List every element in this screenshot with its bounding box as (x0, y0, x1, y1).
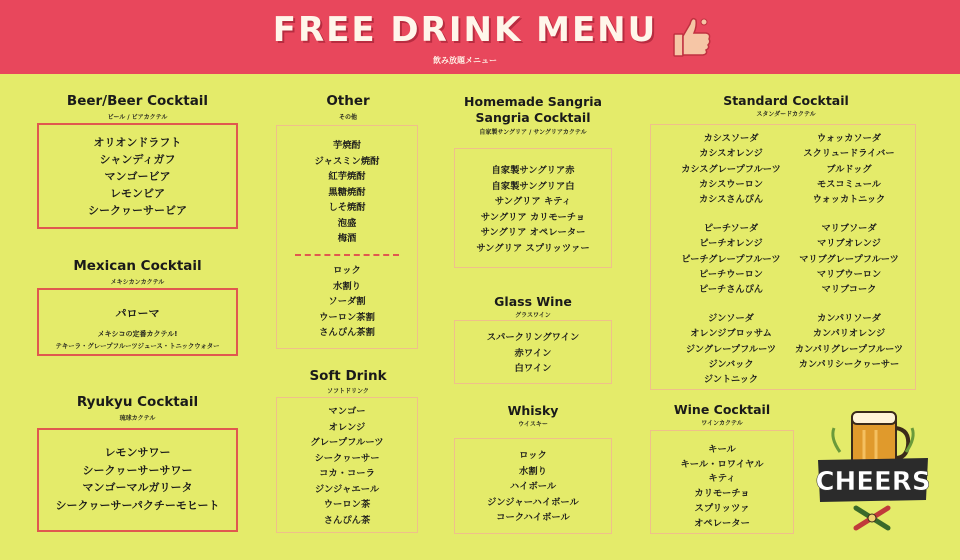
standard-group-campari (785, 311, 913, 372)
winecocktail-box (650, 430, 794, 534)
list-item: 紅芋焼酎 (328, 171, 366, 182)
sangria-box (454, 148, 612, 268)
list-item: さんぴん茶割 (319, 327, 375, 338)
mexican-desc-2: テキーラ・グレープフルーツジュース・トニックウォター (55, 342, 220, 350)
list-item: サングリア カリモーチョ (480, 211, 586, 223)
list-item: ピーチソーダ (703, 223, 759, 234)
list-item: ピーチさんぴん (699, 284, 763, 296)
list-item: スクリュードライバー (803, 148, 895, 160)
list-item: サングリア スプリッツァー (476, 242, 590, 254)
list-item: ジンジャーハイボール (487, 496, 579, 508)
list-item: ソーダ割 (328, 296, 366, 307)
page-subtitle: 飲み放題メニュー (433, 56, 497, 65)
list-item: カシスグレープフルーツ (681, 163, 781, 175)
list-item: コークハイボール (496, 512, 570, 523)
list-item: ロック (333, 265, 361, 276)
beer-box (37, 123, 238, 229)
standard-group-vodka (785, 131, 913, 207)
list-item: 自家製サングリア白 (491, 180, 575, 192)
ryukyu-list (39, 444, 236, 514)
list-item: カンパリソーダ (817, 313, 881, 324)
list-item: シャンディガフ (99, 153, 176, 166)
list-item: さんぴん茶 (323, 514, 371, 526)
list-item: カンパリオレンジ (812, 328, 886, 340)
whisky-subtitle: ウイスキー (518, 421, 548, 428)
list-item: しそ焼酎 (328, 202, 366, 213)
wine-box (454, 320, 612, 384)
list-item: カリモーチョ (694, 488, 750, 500)
list-item: 泡盛 (337, 217, 357, 229)
list-item: キール・ロワイヤル (680, 458, 764, 470)
sangria-title-2: Sangria Cocktail (475, 110, 591, 125)
list-item: カシスオレンジ (699, 148, 763, 160)
standard-subtitle: スタンダードカクテル (756, 111, 816, 118)
wine-title: Glass Wine (494, 294, 572, 309)
list-item: ジントニック (703, 374, 759, 386)
sangria-list (455, 163, 611, 256)
list-item: サングリア キティ (494, 196, 572, 207)
list-item: 梅酒 (337, 233, 357, 244)
list-item: ピーチオレンジ (699, 238, 763, 250)
ryukyu-title: Ryukyu Cocktail (76, 394, 199, 410)
wine-list (455, 330, 611, 377)
sangria-subtitle: 自家製サングリア / サングリアカクテル (479, 129, 587, 136)
list-item: カンパリグレープフルーツ (794, 343, 904, 355)
cheers-logo-text: CHEERS (815, 467, 931, 497)
list-item: マリブグレープフルーツ (799, 253, 899, 265)
beer-subtitle: ビール / ビアカクテル (107, 114, 168, 121)
beer-list (39, 134, 236, 219)
list-item: マンゴーマルガリータ (82, 481, 193, 494)
winecocktail-subtitle: ワインカクテル (701, 420, 743, 427)
mexican-box (37, 288, 238, 356)
list-item: キール (708, 444, 736, 455)
crossed-bottles-icon (856, 508, 888, 528)
header-banner (0, 0, 960, 74)
standard-title: Standard Cocktail (723, 93, 849, 108)
list-item: 黒糖焼酎 (328, 186, 366, 198)
soft-box (276, 397, 418, 533)
list-item: サングリア オペレーター (480, 227, 586, 238)
page-title: FREE DRINK MENU (272, 10, 658, 50)
list-item: ウーロン茶割 (319, 311, 375, 323)
thumbs-up-icon (668, 12, 714, 62)
mexican-title: Mexican Cocktail (73, 258, 202, 274)
list-item: ウォッカソーダ (817, 133, 881, 144)
mexican-desc-1: メキシコの定番カクテル! (97, 330, 178, 338)
list-item: レモンビア (110, 187, 165, 200)
mexican-name: パローマ (115, 307, 160, 320)
soft-subtitle: ソフトドリンク (327, 388, 369, 395)
list-item: グレープフルーツ (310, 437, 384, 448)
sangria-title-1: Homemade Sangria (464, 94, 602, 109)
list-item: 芋焼酎 (333, 140, 361, 151)
list-item: マンゴービア (104, 170, 171, 183)
list-item: マンゴー (328, 406, 366, 417)
list-item: カシスソーダ (703, 133, 759, 144)
list-item: ジングレープフルーツ (685, 343, 777, 355)
list-item: ジンジャエール (314, 483, 380, 495)
winecocktail-list (651, 443, 793, 531)
list-item: 白ワイン (514, 363, 552, 374)
beer-title: Beer/Beer Cocktail (66, 93, 209, 109)
list-item: マリブコーク (821, 284, 877, 296)
whisky-title: Whisky (507, 403, 559, 418)
list-item: オレンジブロッサム (690, 328, 772, 340)
wine-subtitle: グラスワイン (515, 312, 551, 319)
list-item: ジンソーダ (708, 313, 754, 324)
list-item: ジャスミン焼酎 (314, 155, 380, 167)
list-item: レモンサワー (104, 446, 171, 459)
list-item: スパークリングワイン (486, 332, 580, 343)
list-item: ロック (519, 450, 547, 461)
list-item: マリブオレンジ (817, 238, 881, 250)
list-item: マリブウーロン (816, 268, 882, 280)
list-item: 赤ワイン (514, 347, 552, 359)
other-subtitle: その他 (338, 114, 357, 121)
list-item: ピーチグレープフルーツ (681, 253, 781, 265)
other-box (276, 125, 418, 349)
list-item: 水割り (333, 280, 361, 292)
standard-box (650, 124, 916, 390)
list-item: オペレーター (694, 517, 750, 529)
other-list-shochu (277, 138, 417, 247)
list-item: オリオンドラフト (93, 136, 182, 149)
divider (295, 254, 399, 256)
list-item: ジンバック (708, 358, 754, 370)
list-item: カシスウーロン (698, 178, 764, 190)
cheers-logo (812, 408, 934, 532)
list-item: カンパリシークヮーサー (798, 358, 900, 370)
list-item: スプリッツァ (694, 502, 750, 514)
list-item: ウォッカトニック (812, 194, 886, 206)
list-item: シークヮーサーパクチーモヒート (55, 498, 220, 512)
winecocktail-title: Wine Cocktail (673, 402, 771, 417)
list-item: モスコミュール (817, 178, 881, 190)
list-item: コカ・コーラ (319, 468, 375, 479)
list-item: ハイボール (509, 481, 557, 492)
whisky-list (455, 448, 611, 526)
list-item: 水割り (519, 465, 547, 477)
list-item: シークヮーサーサワー (82, 463, 193, 477)
mexican-subtitle: メキシカンカクテル (110, 279, 165, 286)
list-item: ピーチウーロン (699, 268, 763, 280)
list-item: 自家製サングリア赤 (491, 165, 575, 176)
list-item: オレンジ (328, 421, 366, 433)
ryukyu-subtitle: 琉球カクテル (119, 415, 156, 422)
list-item: ウーロン茶 (323, 499, 371, 510)
list-item: シークヮーサービア (88, 204, 187, 217)
other-list-style (277, 263, 417, 341)
soft-list (277, 404, 417, 528)
whisky-box (454, 438, 612, 534)
ryukyu-box (37, 428, 238, 532)
list-item: マリブソーダ (821, 223, 877, 234)
list-item: ブルドッグ (826, 163, 872, 175)
list-item: キティ (708, 473, 736, 485)
list-item: シークヮーサー (314, 452, 380, 464)
standard-group-malibu (785, 221, 913, 297)
other-title: Other (326, 93, 370, 109)
list-item: カシスさんぴん (698, 194, 764, 206)
soft-title: Soft Drink (309, 368, 387, 384)
